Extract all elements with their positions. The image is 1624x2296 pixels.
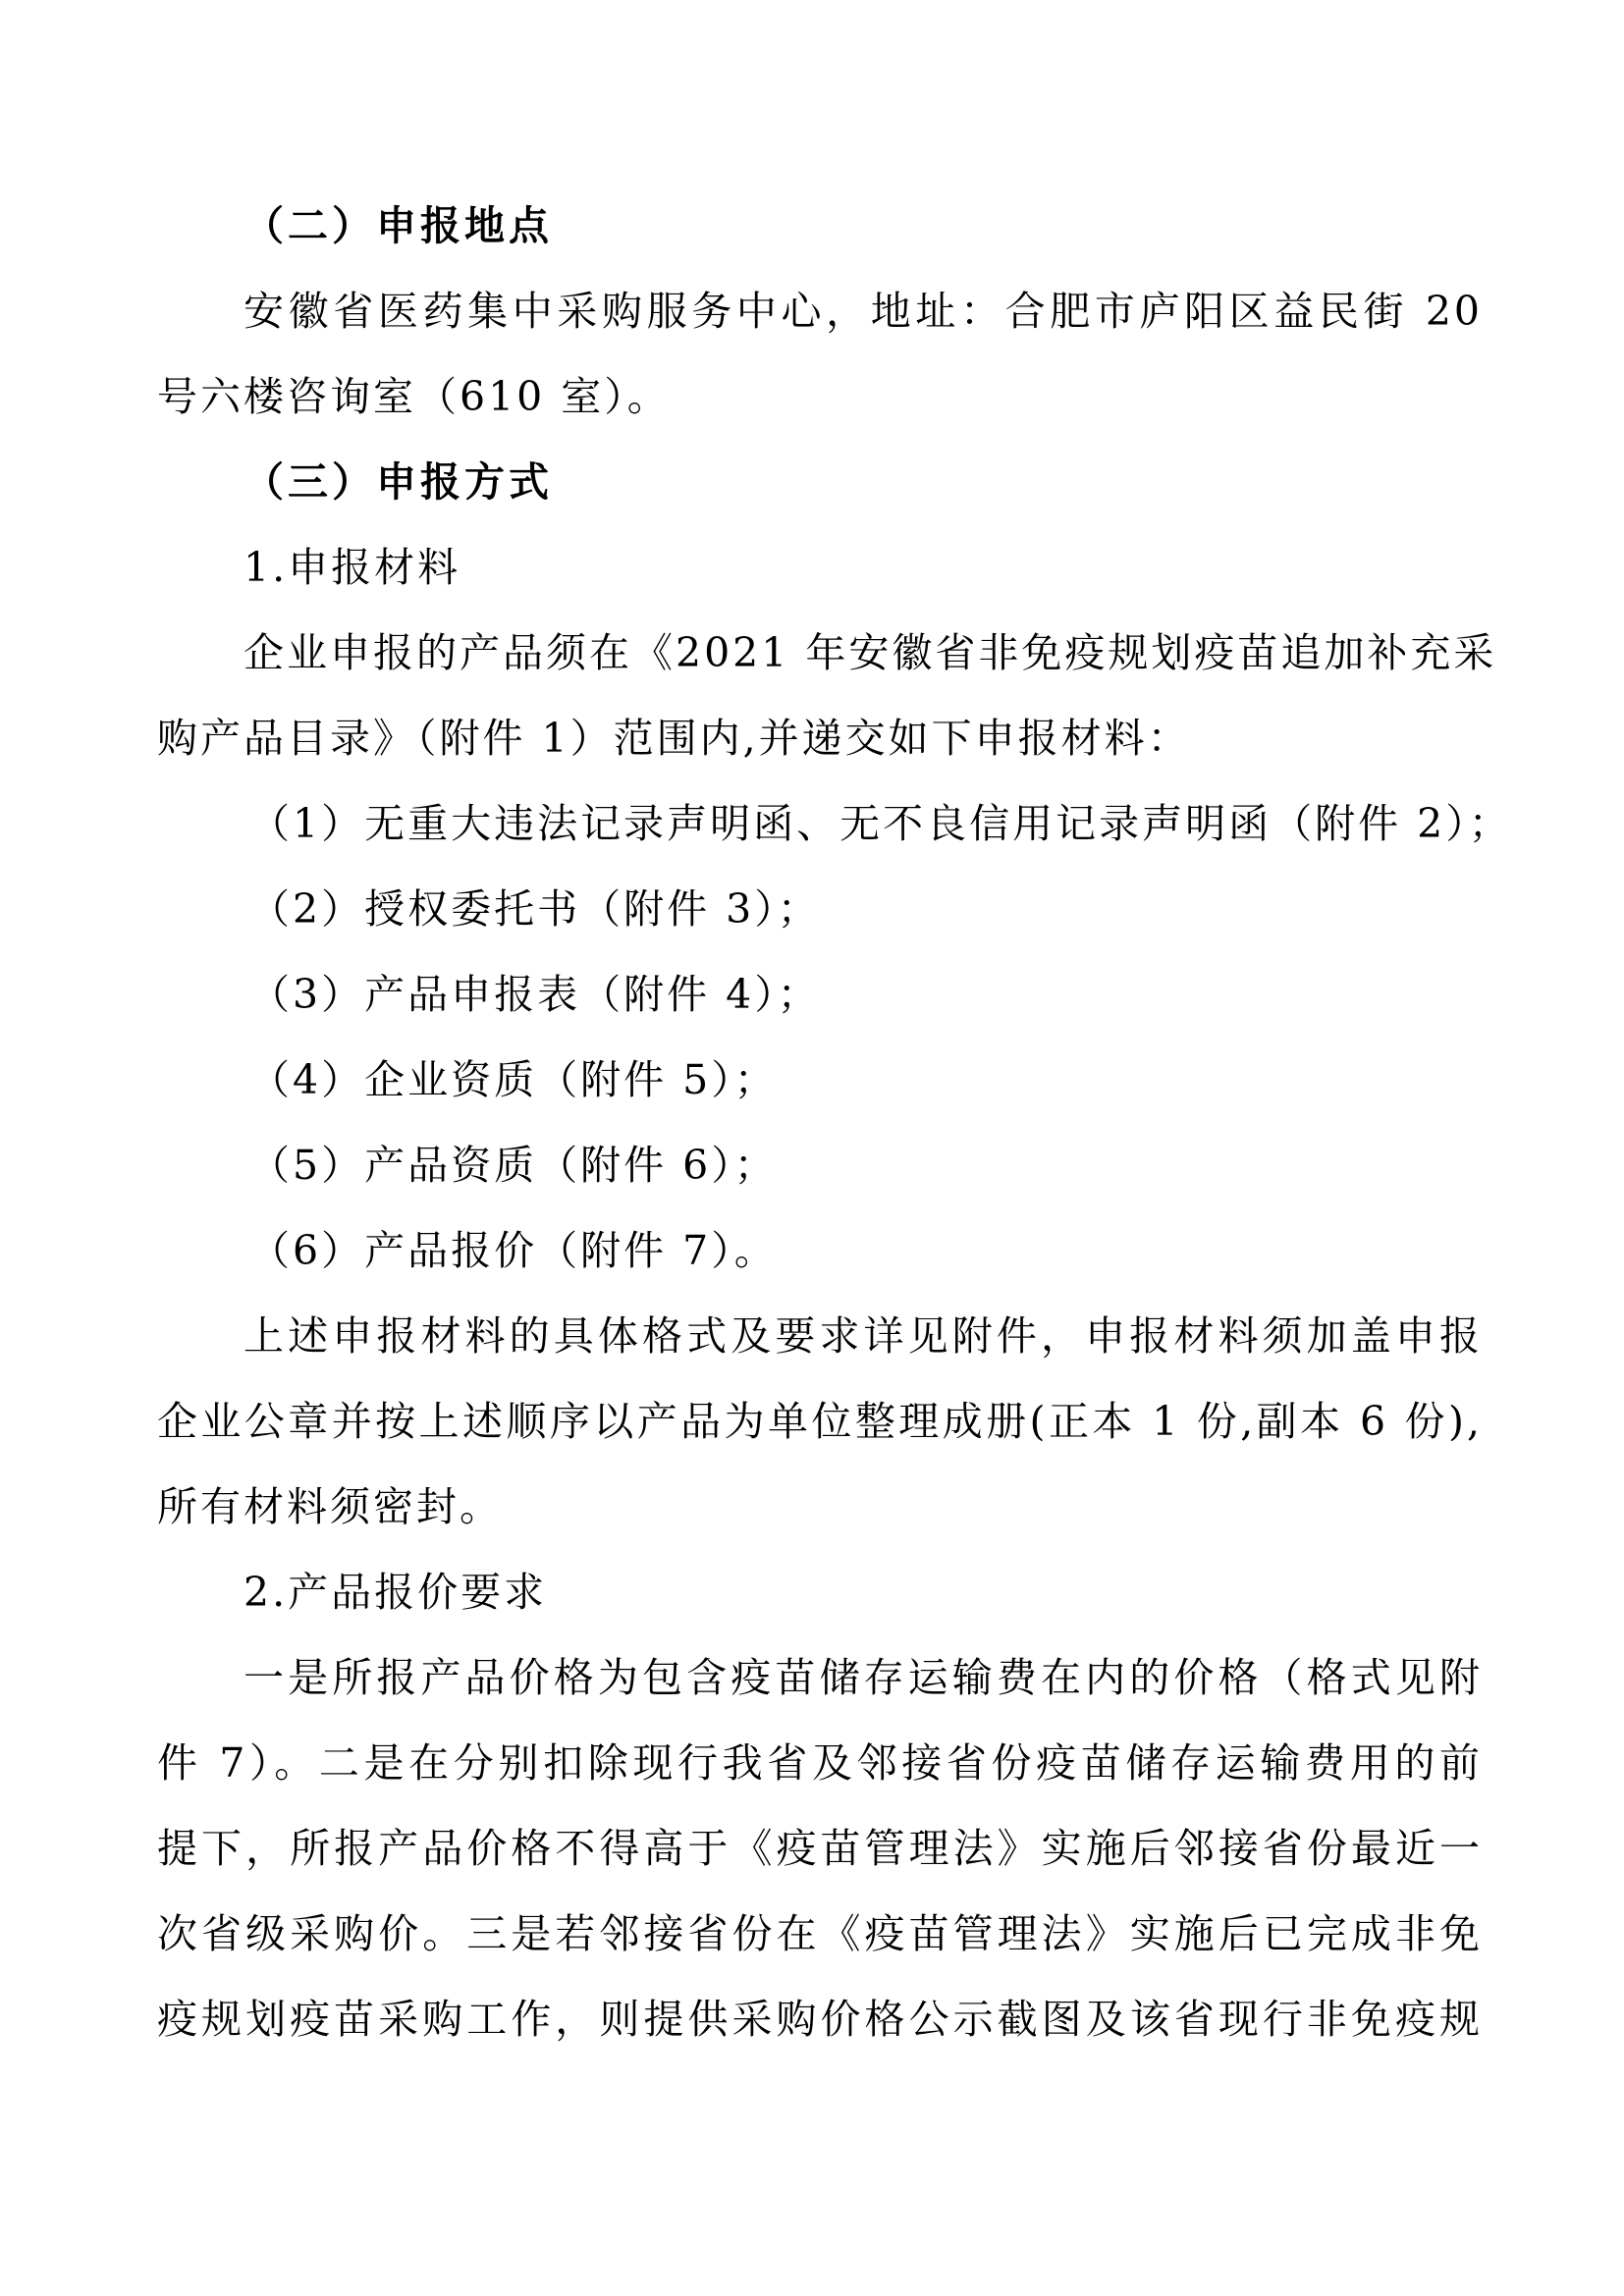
format-line-2: 企业公章并按上述顺序以产品为单位整理成册(正本 1 份,副本 6 份), (157, 1398, 1483, 1445)
list-item: （1）无重大违法记录声明函、无不良信用记录声明函（附件 2）； (249, 800, 1512, 847)
price-line-5: 疫规划疫苗采购工作，则提供采购价格公示截图及该省现行非免疫规 (157, 1996, 1483, 2043)
materials-line-2: 购产品目录》（附件 1）范围内,并递交如下申报材料： (157, 715, 1191, 762)
subheading-materials: 1.申报材料 (244, 544, 461, 591)
heading-method: （三）申报方式 (244, 458, 553, 506)
list-item: （2）授权委托书（附件 3）； (249, 885, 821, 933)
price-line-3: 提下，所报产品价格不得高于《疫苗管理法》实施后邻接省份最近一 (157, 1825, 1483, 1872)
format-line-1: 上述申报材料的具体格式及要求详见附件，申报材料须加盖申报 (244, 1312, 1483, 1360)
price-line-1: 一是所报产品价格为包含疫苗储存运输费在内的价格（格式见附 (244, 1654, 1483, 1701)
list-item: （5）产品资质（附件 6）； (249, 1142, 778, 1189)
format-line-3: 所有材料须密封。 (157, 1483, 503, 1530)
location-line-2: 号六楼咨询室（610 室）。 (157, 373, 671, 420)
list-item: （6）产品报价（附件 7）。 (249, 1227, 778, 1274)
price-line-4: 次省级采购价。三是若邻接省份在《疫苗管理法》实施后已完成非免 (157, 1910, 1483, 1957)
heading-location: （二）申报地点 (244, 202, 553, 249)
list-item: （4）企业资质（附件 5）； (249, 1056, 778, 1103)
materials-line-1: 企业申报的产品须在《2021 年安徽省非免疫规划疫苗追加补充采 (244, 629, 1497, 676)
location-line-1: 安徽省医药集中采购服务中心，地址：合肥市庐阳区益民街 20 (244, 288, 1483, 335)
subheading-price: 2.产品报价要求 (244, 1569, 548, 1616)
price-line-2: 件 7）。二是在分别扣除现行我省及邻接省份疫苗储存运输费用的前 (157, 1739, 1483, 1787)
list-item: （3）产品申报表（附件 4）； (249, 971, 821, 1018)
